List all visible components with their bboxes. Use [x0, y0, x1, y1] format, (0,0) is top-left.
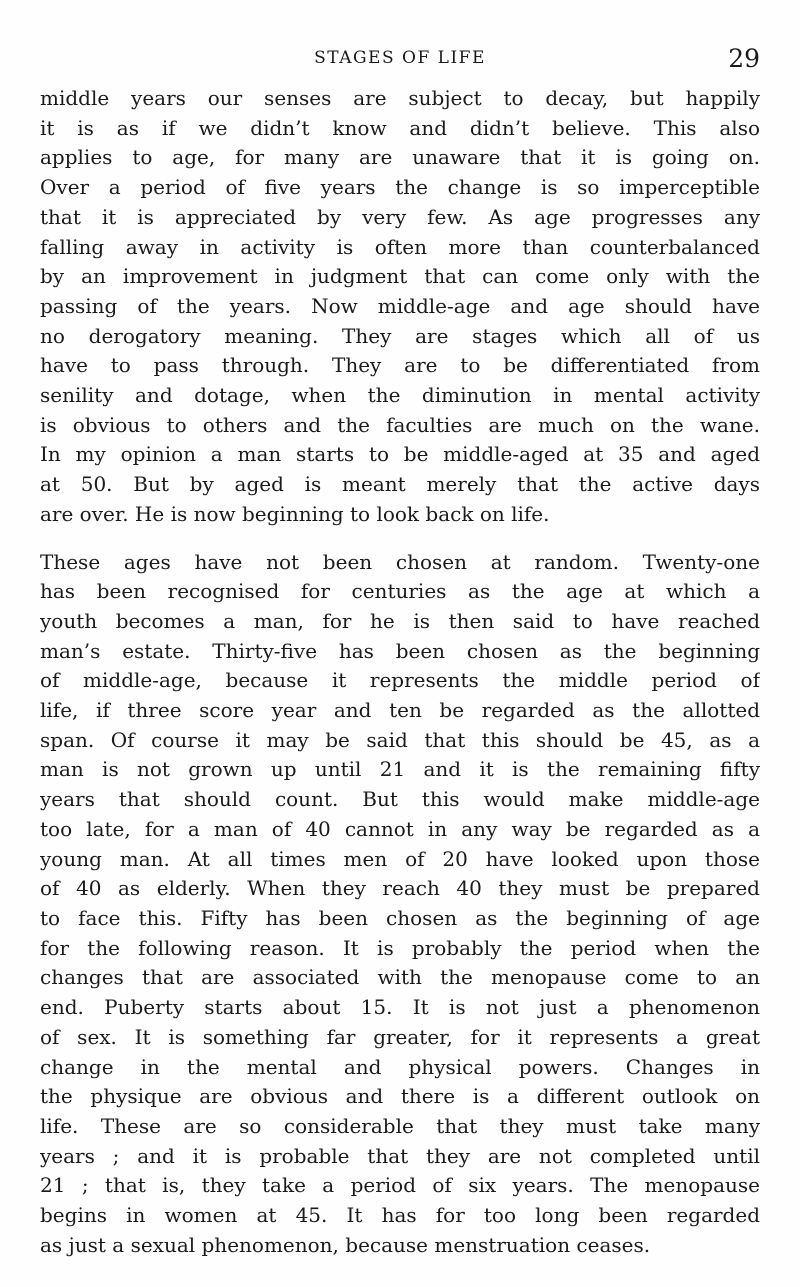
- text-line: 21 ; that is, they take a period of six years. The menopause: [40, 1173, 760, 1198]
- text-line: at 50. But by aged is meant merely that the active days: [40, 472, 760, 497]
- body-text: [40, 84, 760, 1260]
- text-line: falling away in activity is often more than counterbalanced: [40, 234, 760, 259]
- paragraph: [40, 548, 760, 1261]
- text-line: that it is appreciated by very few. As age progresses any: [40, 204, 760, 229]
- text-line: These ages have not been chosen at random. Twenty-one: [40, 549, 760, 574]
- text-line: have to pass through. They are to be differentiated from: [40, 353, 760, 378]
- running-title: STAGES OF LIFE: [314, 48, 486, 68]
- text-line: of 40 as elderly. When they reach 40 they must be prepared: [40, 876, 760, 901]
- text-line: change in the mental and physical powers. Changes in: [40, 1054, 760, 1079]
- text-line: changes that are associated with the menopause come to an: [40, 965, 760, 990]
- text-line: senility and dotage, when the diminution in mental activity: [40, 383, 760, 408]
- text-line: span. Of course it may be said that this should be 45, as a: [40, 727, 760, 752]
- text-line: begins in women at 45. It has for too long been regarded: [40, 1203, 760, 1228]
- text-line: years ; and it is probable that they are not completed until: [40, 1143, 760, 1168]
- text-line: man is not grown up until 21 and it is the remaining fifty: [40, 757, 760, 782]
- text-line: middle years our senses are subject to decay, but happily: [40, 86, 760, 110]
- text-line: end. Puberty starts about 15. It is not just a phenomenon: [40, 995, 760, 1020]
- running-head: [40, 44, 760, 76]
- text-line: as just a sexual phenomenon, because menstruation ceases.: [40, 1232, 651, 1257]
- text-line: Over a period of five years the change is so imperceptible: [40, 175, 760, 200]
- text-line: no derogatory meaning. They are stages which all of us: [40, 323, 760, 348]
- text-line: In my opinion a man starts to be middle-aged at 35 and aged: [40, 442, 760, 467]
- text-line: too late, for a man of 40 cannot in any way be regarded as a: [40, 816, 760, 841]
- text-line: of middle-age, because it represents the middle period of: [40, 668, 760, 693]
- text-line: man’s estate. Thirty-five has been chosen as the beginning: [40, 638, 760, 663]
- text-line: to face this. Fifty has been chosen as the beginning of age: [40, 905, 760, 930]
- text-line: young man. At all times men of 20 have looked upon those: [40, 846, 760, 871]
- text-line: are over. He is now beginning to look back on life.: [40, 501, 550, 526]
- text-line: life. These are so considerable that they must take many: [40, 1113, 760, 1138]
- text-line: is obvious to others and the faculties are much on the wane.: [40, 412, 760, 437]
- text-line: life, if three score year and ten be regarded as the allotted: [40, 698, 760, 723]
- text-line: has been recognised for centuries as the age at which a: [40, 579, 760, 604]
- text-line: it is as if we didn’t know and didn’t believe. This also: [40, 115, 760, 140]
- page-number: 29: [728, 44, 760, 73]
- text-line: for the following reason. It is probably the period when the: [40, 935, 760, 960]
- text-line: by an improvement in judgment that can come only with the: [40, 264, 760, 289]
- text-line: applies to age, for many are unaware that it is going on.: [40, 145, 760, 170]
- text-line: the physique are obvious and there is a different outlook on: [40, 1084, 760, 1109]
- text-line: youth becomes a man, for he is then said to have reached: [40, 608, 760, 633]
- text-line: of sex. It is something far greater, for it represents a great: [40, 1024, 760, 1049]
- paragraph: [40, 84, 760, 530]
- text-line: passing of the years. Now middle-age and age should have: [40, 293, 760, 318]
- text-line: years that should count. But this would make middle-age: [40, 787, 760, 812]
